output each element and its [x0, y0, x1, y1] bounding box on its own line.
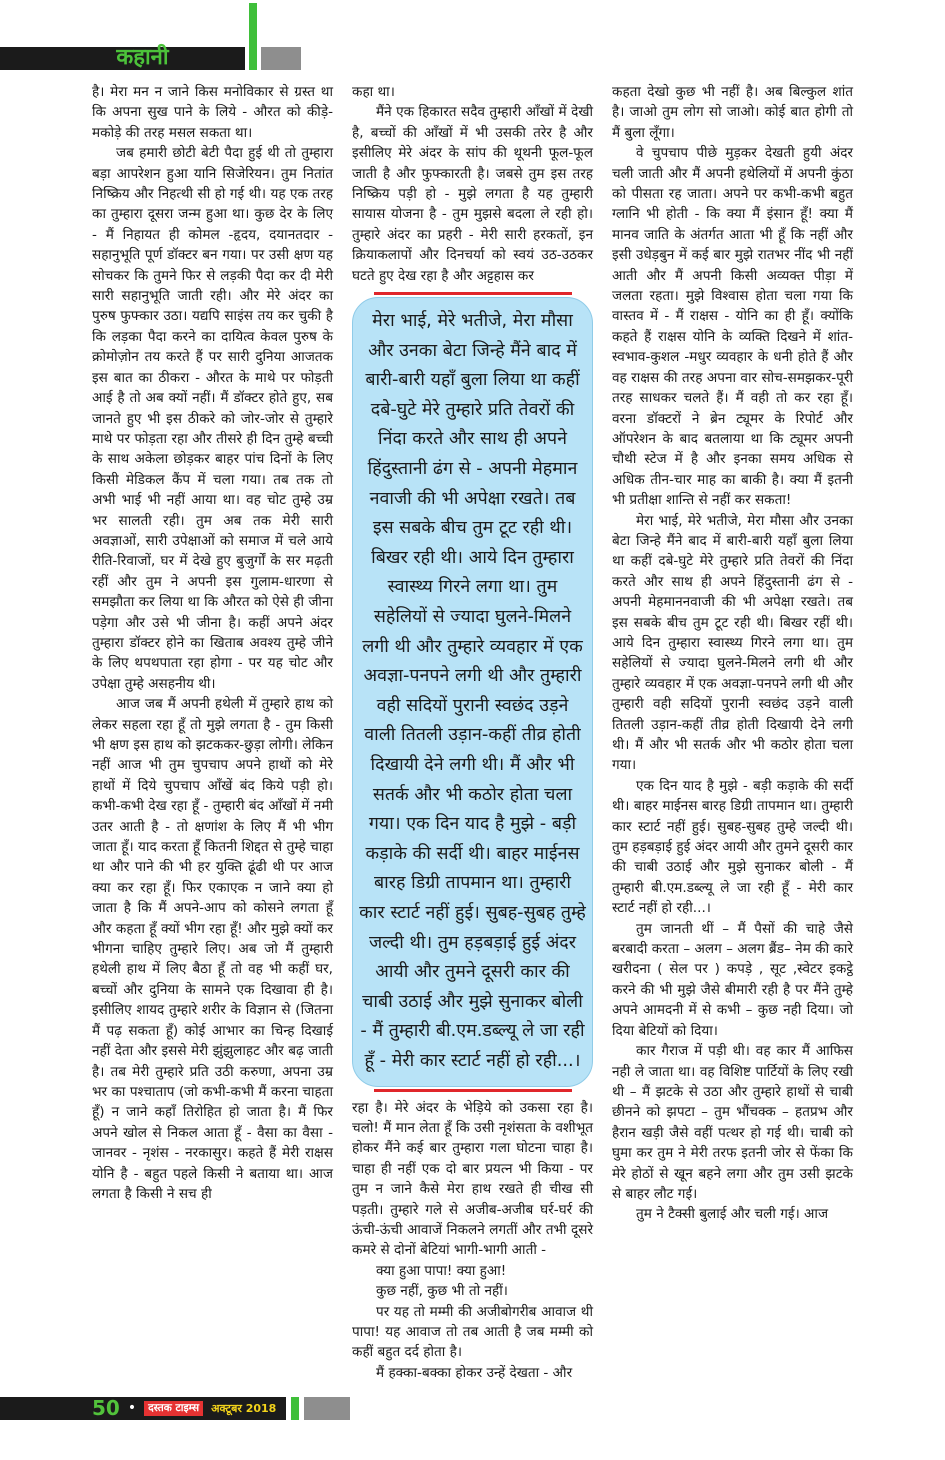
- column-2-top: [352, 82, 593, 286]
- paragraph: जब हमारी छोटी बेटी पैदा हुई थी तो तुम्हारा बड़ा आपरेशन हुआ यानि सिजेरियन। तुम नितांत निष्क्रिय और निहत्थी सी हो गई थी। यह एक तरह का तुम्हारा दूसरा जन्म हुआ था। कुछ देर के लिए - मैं निहायत ही कोमल -हृदय, दयानतदार - सहानुभूति पूर्ण डॉक्टर बन गया। पर उसी क्षण यह सोचकर कि तुमने फिर से लड़की पैदा कर दी मेरी सारी सहानुभूति जाती रही। और मेरे अंदर का पुरुष फुफ्कार उठा। यद्यपि साइंस तय कर चुकी है कि लड़का पैदा करने का दायित्व केवल पुरुष के क्रोमोज़ोन तय करते हैं पर सारी दुनिया आजतक इस बात का ठीकरा - औरत के माथे पर फोड़ती आई है तो अब क्यों नहीं। मैं डॉक्टर होते हुए, सब जानते हुए भी इस ठीकरे को जोर-जोर से तुम्हारे माथे पर फोड़ता रहा और तीसरे ही दिन तुम्हे बच्ची के साथ अकेला छोड़कर बाहर पांच दिनों के लिए किसी मेडिकल कैंप में चला गया। तब तक तो अभी भाई भी नहीं आया था। वह चोट तुम्हे उम्र भर सालती रही। तुम अब तक मेरी सारी अवज्ञाओं, सारी उपेक्षाओं को समाज में चले आये रीति-रिवाजों, घर में देखे हुए बुजुर्गों के सर मढ़ती रहीं और तुम ने अपनी इस गुलाम-धारणा से समझौता कर लिया था कि औरत को ऐसे ही जीना पड़ेगा और उसे भी जीना है। कहीं अपने अंदर तुम्हारा डॉक्टर होने का खिताब अवश्य तुम्हे जीने के लिए थपथपाता रहा होगा - पर यह चोट और उपेक्षा तुम्हे असहनीय थी।: [92, 145, 333, 692]
- paragraph: मेरा भाई, मेरे भतीजे, मेरा मौसा और उनका बेटा जिन्हे मैंने बाद में बारी-बारी यहाँ बुला लिया था कहीं दबे-घुटे मेरे तुम्हारे प्रति तेवरों की निंदा करते और साथ ही अपने हिंदुस्तानी ढंग से - अपनी मेहमाननवाजी की भी अपेक्षा रखते। तब इस सबके बीच तुम टूट रही थी। बिखर रहीं थी। आये दिन तुम्हारा स्वास्थ्य गिरने लगा था। तुम सहेलियों से ज्यादा घुलने-मिलने लगी थी और तुम्हारे व्यवहार में एक अवज्ञा-पनपने लगी थी और तुम्हारी वही सदियों पुरानी स्वछंद उड़ने वाली तितली उड़ान-कहीं तीव्र होती दिखायी देने लगी थी। मैं और भी सतर्क और भी कठोर होता चला गया।: [612, 512, 853, 774]
- footer-bar: [0, 1397, 286, 1420]
- pull-quote-bottom-rule: [374, 1089, 572, 1092]
- paragraph: पर यह तो मम्मी की अजीबोगरीब आवाज थी पापा! यह आवाज तो तब आती है जब मम्मी को कहीं बहुत दर्द होता है।: [352, 1303, 593, 1361]
- paragraph: एक दिन याद है मुझे - बड़ी कड़ाके की सर्दी थी। बाहर माईनस बारह डिग्री तापमान था। तुम्हारी कार स्टार्ट नहीं हुई। सुबह-सुबह तुम्हे जल्दी थी। तुम हड़बड़ाई हुई अंदर आयी और तुमने दूसरी कार की चाबी उठाई और मुझे सुनाकर बोली - मैं तुम्हारी बी.एम.डब्ल्यू ले जा रही हूँ - मेरी कार स्टार्ट नहीं हो रही...।: [612, 777, 853, 917]
- paragraph: तुम जानती थीं – मैं पैसों की चाहे जैसे बरबादी करता – अलग – अलग ब्रैंड– नेम की कारे खरीदना ( सेल पर ) कपड़े , सूट ,स्वेटर इकट्ठे करने की भी मुझे जैसे बीमारी रही है पर मैंने तुम्हे अपने आमदनी में से कभी – कुछ नही दिया। जो दिया बेटियों को दिया।: [612, 920, 853, 1039]
- page-header: [0, 0, 945, 82]
- paragraph: कहता देखो कुछ भी नहीं है। अब बिल्कुल शांत है। जाओ तुम लोग सो जाओ। कोई बात होगी तो मैं बुला लूँगा।: [612, 84, 853, 141]
- paragraph: है। मेरा मन न जाने किस मनोविकार से ग्रस्त था कि अपना सुख पाने के लिये - औरत को कीड़े-मकोड़े की तरह मसल सकता था।: [92, 84, 333, 141]
- magazine-logo: दस्तक टाइम्स: [144, 1401, 203, 1416]
- bottom-margin: [0, 1420, 945, 1460]
- section-title: कहानी: [116, 45, 169, 70]
- pull-quote: मेरा भाई, मेरे भतीजे, मेरा मौसा और उनका बेटा जिन्हे मैंने बाद में बारी-बारी यहाँ बुला लिया था कहीं दबे-घुटे मेरे तुम्हारे प्रति तेवरों की निंदा करते और साथ ही अपने हिंदुस्तानी ढंग से - अपनी मेहमान नवाजी की भी अपेक्षा रखते। तब इस सबके बीच तुम टूट रही थी। बिखर रही थी। आये दिन तुम्हारा स्वास्थ्य गिरने लगा था। तुम सहेलियों से ज्यादा घुलने-मिलने लगी थी और तुम्हारे व्यवहार में एक अवज्ञा-पनपने लगी थी और तुम्हारी वही सदियों पुरानी स्वछंद उड़ने वाली तितली उड़ान-कहीं तीव्र होती दिखायी देने लगी थी। मैं और भी सतर्क और भी कठोर होता चला गया। एक दिन याद है मुझे - बड़ी कड़ाके की सर्दी थी। बाहर माईनस बारह डिग्री तापमान था। तुम्हारी कार स्टार्ट नहीं हुई। सुबह-सुबह तुम्हे जल्दी थी। तुम हड़बड़ाई हुई अंदर आयी और तुमने दूसरी कार की चाबी उठाई और मुझे सुनाकर बोली - मैं तुम्हारी बी.एम.डब्ल्यू ले जा रही हूँ - मेरी कार स्टार्ट नहीं हो रही...।: [352, 297, 593, 1086]
- paragraph: मैंने एक हिकारत सदैव तुम्हारी आँखों में देखी है, बच्चों की आँखों में भी उसकी तरेर है और इसीलिए मेरे अंदर के सांप की थूथनी फूल-फूल जाती है और फुफ्कारती है। जबसे तुम इस तरह निष्क्रिय पड़ी हो - मुझे लगता है यह तुम्हारी सायास योजना है - तुम मुझसे बदला ले रही हो। तुम्हारे अंदर का प्रहरी - मेरी सारी हरकतों, इन क्रियाकलापों और दिनचर्या को स्वयं उठ-उठकर घटते हुए देख रहा है और अट्टहास कर: [352, 104, 593, 284]
- paragraph: कहा था।: [352, 84, 395, 100]
- paragraph: कार गैराज में पड़ी थी। वह कार मैं आफिस नही ले जाता था। वह विशिष्ट पार्टियों के लिए रखी थी – मैं झटके से उठा और तुम्हारे हाथों से चाबी छीनने को झपटा – तुम भौंचक्क – हतप्रभ और हैरान खड़ी जैसे वहीं पत्थर हो गई थी। चाबी को घुमा कर तुम ने मेरी तरफ इतनी जोर से फेंका कि मेरे होठों से खून बहने लगा और तुम उसी झटके से बाहर लौट गई।: [612, 1043, 853, 1202]
- footer-bullet: •: [127, 1400, 137, 1417]
- column-3: [612, 82, 853, 1225]
- header-accent-green: [249, 3, 257, 70]
- issue-date: अक्टूबर 2018: [211, 1402, 277, 1416]
- header-accent-gray: [261, 47, 301, 70]
- paragraph: क्या हुआ पापा! क्या हुआ!: [376, 1262, 507, 1279]
- paragraph: रहा है। मेरे अंदर के भेड़िये को उकसा रहा है। चलो! मैं मान लेता हूँ कि उसी नृशंसता के वशीभूत होकर मैंने कई बार तुम्हारा गला घोटना चाहा है। चाहा ही नहीं एक दो बार प्रयत्न भी किया - पर तुम न जाने कैसे मेरा हाथ रखते ही चीख सी पड़ती। तुम्हारे गले से अजीब-अजीब घर्र-घर्र की ऊंची-ऊंची आवाजें निकलने लगतीं और तभी दूसरे कमरे से दोनों बेटियां भागी-भागी आती -: [352, 1099, 593, 1259]
- paragraph: आज जब मैं अपनी हथेली में तुम्हारे हाथ को लेकर सहला रहा हूँ तो मुझे लगता है - तुम किसी भी क्षण इस हाथ को झटककर-छुड़ा लोगी। लेकिन नहीं आज भी तुम चुपचाप अपने हाथों को मेरे हाथों में दिये चुपचाप आँखें बंद किये पड़ी हो। कभी-कभी देख रहा हूँ - तुम्हारी बंद आँखों में नमी उतर आती है - तो क्षणांश के लिए मैं भी भीग जाता हूँ। याद करता हूँ कितनी शिद्दत से तुम्हे चाहा था और पाने की भी हर युक्ति ढूंढी थी पर आज क्या कर रहा हूँ। फिर एकाएक न जाने क्या हो जाता है कि मैं अपने-आप को कोसने लगता हूँ और कहता हूँ क्यों भीग रहा हूँ! और मुझे क्यों कर भीगना चाहिए तुम्हारे लिए। अब जो मैं तुम्हारी हथेली हाथ में लिए बैठा हूँ तो वह भी कहीं घर, बच्चों और दुनिया के सामने एक दिखावा ही है। इसीलिए शायद तुम्हारे शरीर के विज्ञान से (जितना मैं पढ़ सकता हूँ) कोई आभार का चिन्ह दिखाई नहीं देता और इससे मेरी झुंझुलाहट और बढ़ जाती है। तब मेरी तुम्हारे प्रति उठी करुणा, अपना उम्र भर का पश्चाताप (जो कभी-कभी मैं करना चाहता हूँ) न जाने कहाँ तिरोहित हो जाता है। मैं फिर अपने खोल से निकल आता हूँ - वैसा का वैसा - जानवर - नृशंस - नरकासुर। कहते हैं मेरी राक्षस योनि है - बहुत पहले किसी ने बताया था। आज लगता है किसी ने सच ही: [92, 696, 333, 1202]
- column-2-bottom: [352, 1098, 593, 1384]
- footer-accent-gray: [304, 1397, 350, 1420]
- page-footer: [0, 1397, 945, 1420]
- page-number: 50: [92, 1396, 120, 1421]
- paragraph: मैं हक्का-बक्का होकर उन्हें देखता - और: [376, 1364, 573, 1381]
- footer-accent-green: [291, 1397, 299, 1420]
- column-1: [92, 82, 333, 1204]
- article-columns: [0, 82, 945, 1383]
- paragraph: तुम ने टैक्सी बुलाई और चली गई। आज: [636, 1206, 829, 1223]
- column-2: [352, 82, 593, 1383]
- paragraph: वे चुपचाप पीछे मुड़कर देखती हुयी अंदर चली जाती और मैं अपनी हथेलियों में अपनी कुंठा को पीसता रह जाता। अपने पर कभी-कभी बहुत ग्लानि भी होती - कि क्या मैं इंसान हूँ! क्या मैं मानव जाति के अंतर्गत आता भी हूँ कि नहीं और इसी उधेड़बुन में कई बार मुझे रातभर नींद भी नहीं आती और मैं अपनी किसी अव्यक्त पीड़ा में जलता रहता। मुझे विश्वास होता चला गया कि वास्तव में - मैं राक्षस - योनि का ही हूँ। क्योंकि कहते हैं राक्षस योनि के व्यक्ति दिखने में शांत-स्वभाव-कुशल -मधुर व्यवहार के धनी होते हैं और वह राक्षस की तरह अपना वार सोच-समझकर-पूरी तरह साधकर चलते हैं। मैं वही तो कर रहा हूँ। वरना डॉक्टरों ने ब्रेन ट्यूमर के रिपोर्ट और ऑपरेशन के बाद बतलाया था कि ट्यूमर अपनी चौथी स्टेज में है और इनका समय अधिक से अधिक तीन-चार माह का बाकी है। क्या मैं इतनी भी प्रतीक्षा शान्ति से नहीं कर सकता!: [612, 145, 853, 509]
- pull-quote-block: [352, 292, 593, 1091]
- paragraph: कुछ नहीं, कुछ भी तो नहीं।: [376, 1283, 508, 1300]
- pull-quote-top-rule: [374, 292, 572, 295]
